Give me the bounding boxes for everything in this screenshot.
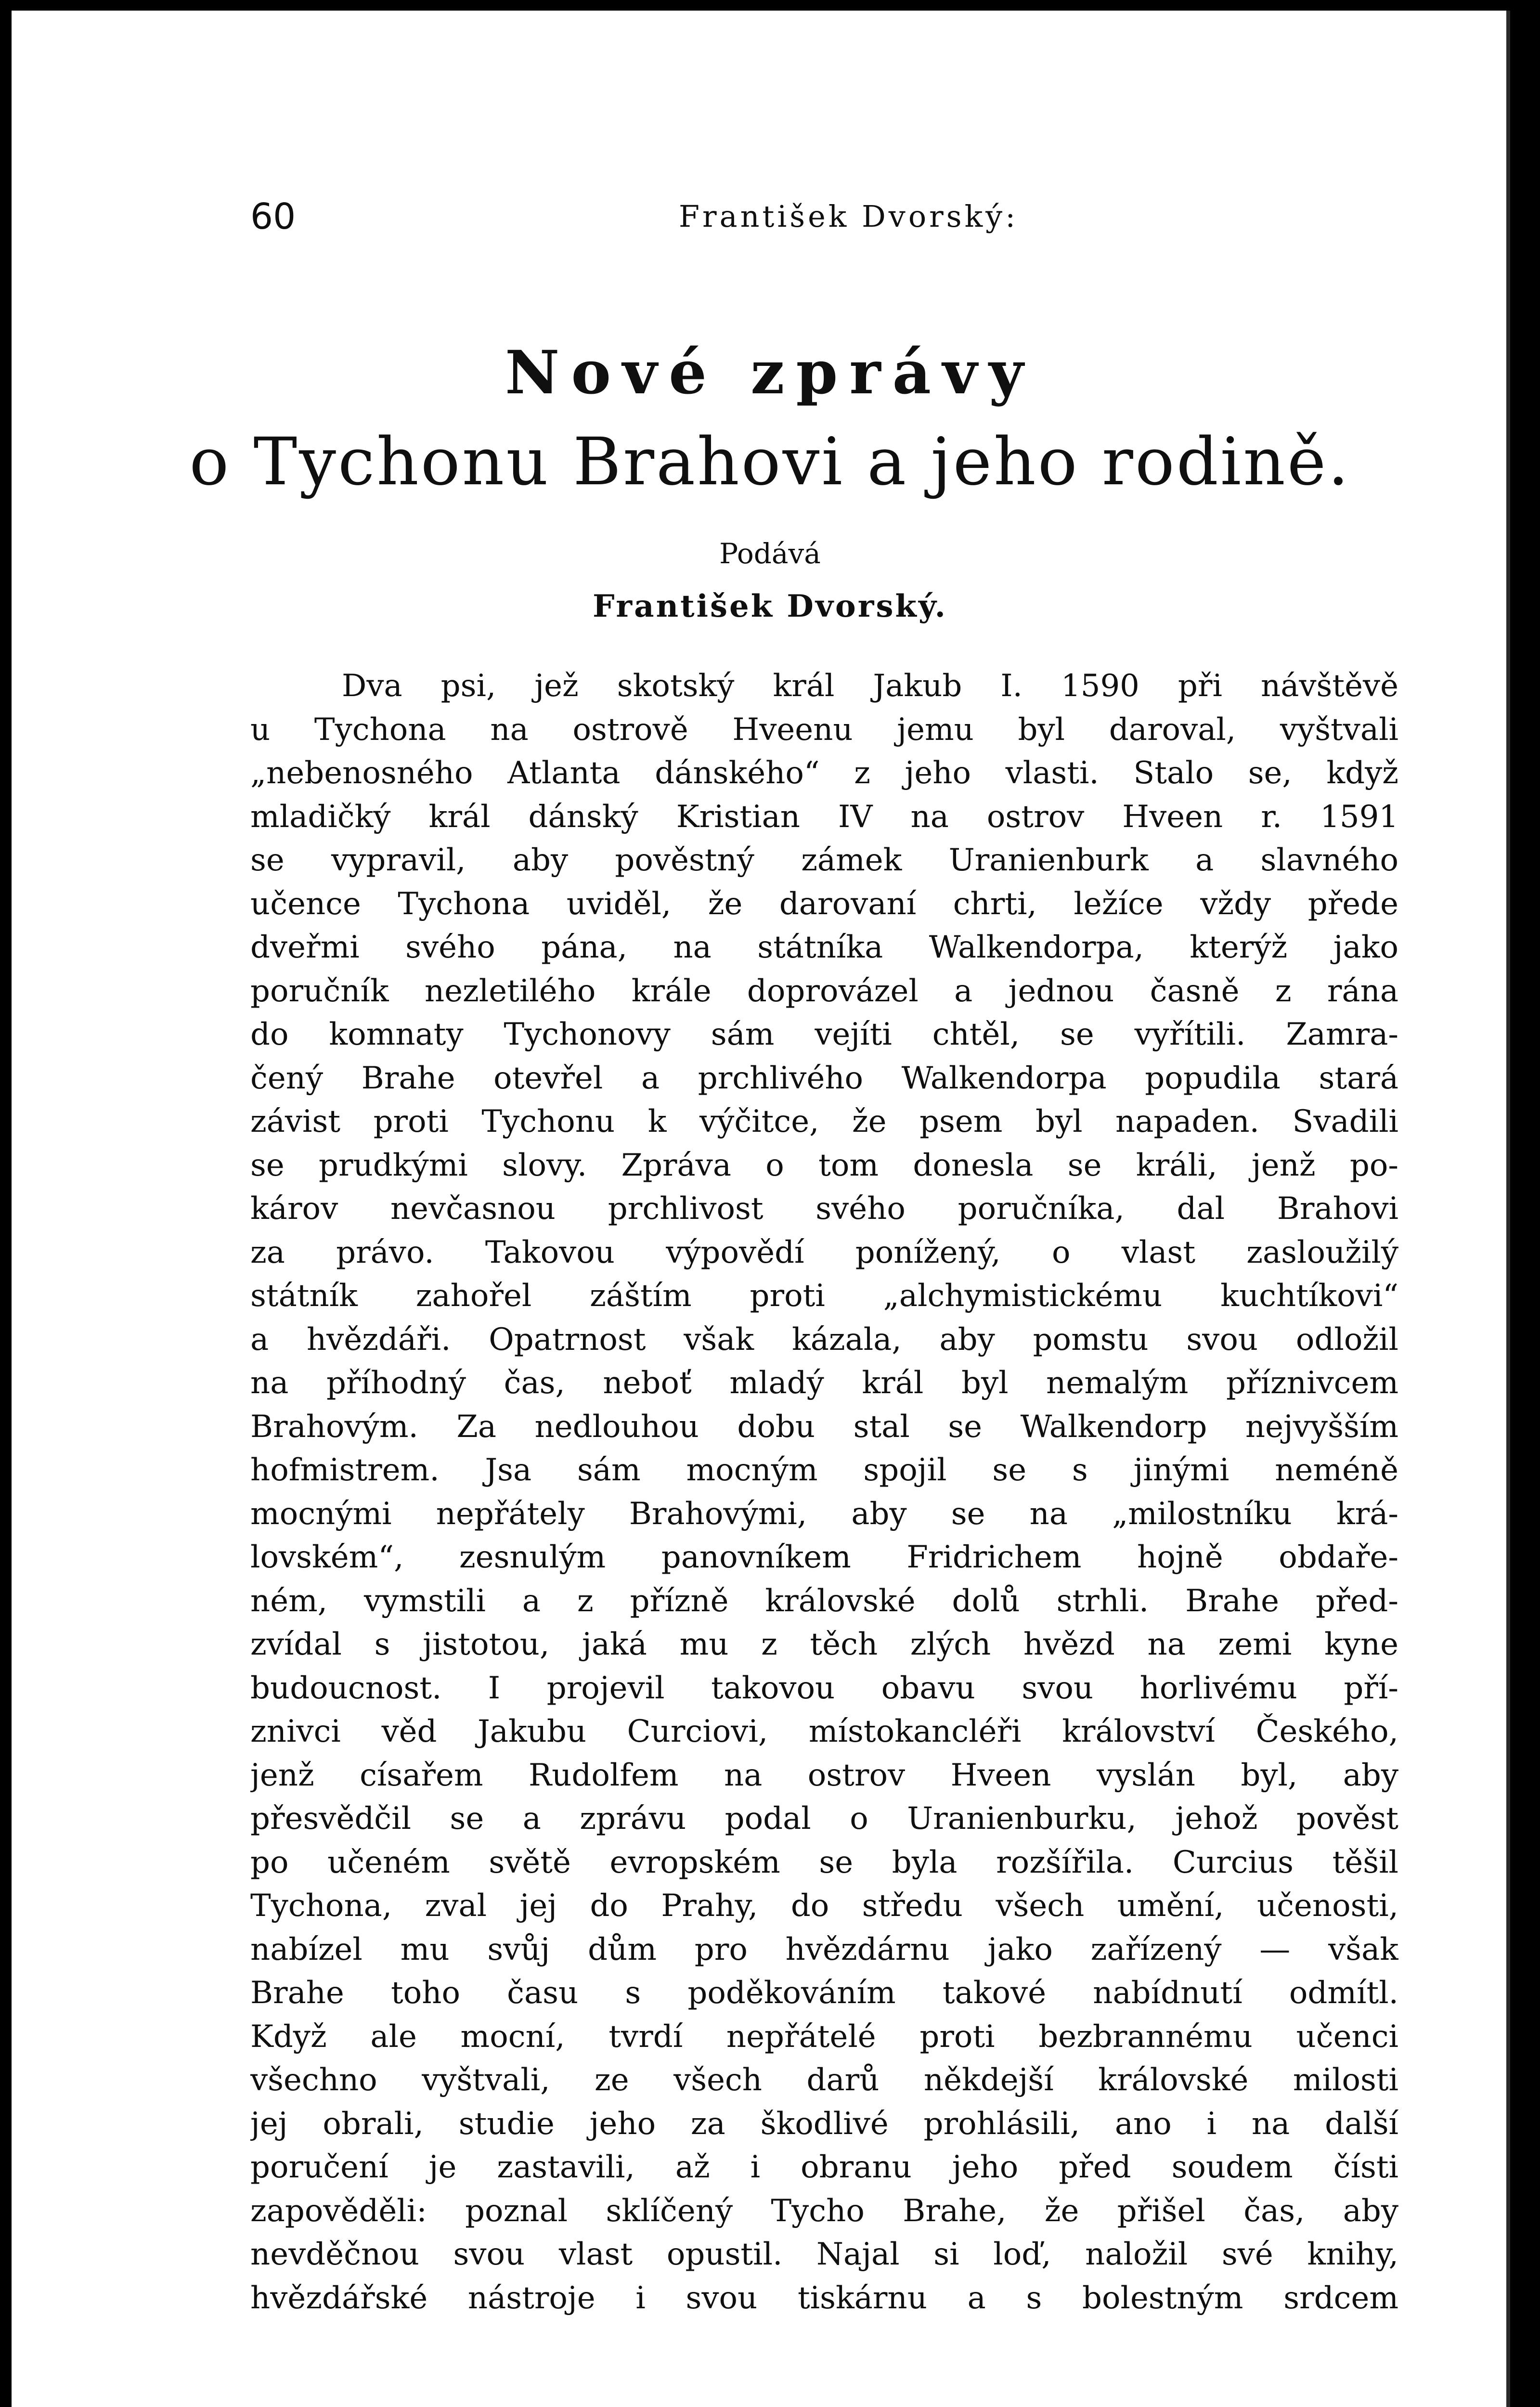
byline-label: Podává: [719, 537, 821, 570]
body-line: Brahovým. Za nedlouhou dobu stal se Walkendorp nejvyšším: [250, 1409, 1398, 1445]
body-line: za právo. Takovou výpovědí ponížený, o vlast zasloužilý: [250, 1234, 1398, 1270]
byline-author: František Dvorský.: [593, 588, 947, 624]
body-line: u Tychona na ostrově Hveenu jemu byl daroval, vyštvali: [250, 712, 1398, 748]
body-line: Když ale mocní, tvrdí nepřátelé proti bezbrannému učenci: [250, 2019, 1398, 2055]
body-line: lovském“, zesnulým panovníkem Fridrichem hojně obdaře-: [250, 1540, 1398, 1575]
body-line: jenž císařem Rudolfem na ostrov Hveen vyslán byl, aby: [250, 1757, 1398, 1793]
article-subtitle: o Tychonu Brahovi a jeho rodině.: [189, 424, 1351, 500]
body-line: hvězdářské nástroje i svou tiskárnu a s bolestným srdcem: [250, 2280, 1398, 2316]
body-line: čený Brahe otevřel a prchlivého Walkendorpa popudila stará: [250, 1060, 1398, 1096]
body-line: nevděčnou svou vlast opustil. Najal si loď, naložil své knihy,: [250, 2237, 1398, 2272]
body-line: závist proti Tychonu k výčitce, že psem byl napaden. Svadili: [250, 1104, 1398, 1139]
body-line: poručení je zastavili, až i obranu jeho před soudem čísti: [250, 2149, 1398, 2185]
body-line: poručník nezletilého krále doprovázel a jednou časně z rána: [250, 973, 1398, 1009]
body-line: učence Tychona uviděl, že darovaní chrti, ležíce vždy přede: [250, 886, 1398, 922]
body-line: Tychona, zval jej do Prahy, do středu všech umění, učenosti,: [250, 1888, 1398, 1924]
body-line: mocnými nepřátely Brahovými, aby se na „milostníku krá-: [250, 1496, 1398, 1532]
body-line: všechno vyštvali, ze všech darů někdejší královské milosti: [250, 2062, 1398, 2098]
body-line: zvídal s jistotou, jaká mu z těch zlých hvězd na zemi kyne: [250, 1627, 1398, 1662]
body-line: ném, vymstili a z přízně královské dolů strhli. Brahe před-: [250, 1583, 1398, 1619]
running-head: [250, 193, 1396, 241]
body-line: nabízel mu svůj dům pro hvězdárnu jako zařízený — však: [250, 1931, 1398, 1967]
body-line: Brahe toho času s poděkováním takové nabídnutí odmítl.: [250, 1975, 1398, 2011]
body-line: znivci věd Jakubu Curciovi, místokancléři království Českého,: [250, 1714, 1398, 1749]
scan-border-top: [0, 0, 1540, 11]
page-number: 60: [250, 196, 296, 237]
body-line: „nebenosného Atlanta dánského“ z jeho vlasti. Stalo se, když: [250, 755, 1398, 791]
body-line: se prudkými slovy. Zpráva o tom donesla se králi, jenž po-: [250, 1147, 1398, 1183]
body-line: dveřmi svého pána, na státníka Walkendorpa, kterýž jako: [250, 930, 1398, 965]
body-line: se vypravil, aby pověstný zámek Uranienburk a slavného: [250, 842, 1398, 878]
body-line: a hvězdáři. Opatrnost však kázala, aby pomstu svou odložil: [250, 1321, 1398, 1358]
body-line: Dva psi, jež skotský král Jakub I. 1590 při návštěvě: [342, 668, 1398, 704]
body-line: do komnaty Tychonovy sám vejíti chtěl, se vyřítili. Zamra-: [250, 1017, 1398, 1052]
body-text: [250, 664, 1398, 2320]
body-line: přesvědčil se a zprávu podal o Uranienburku, jehož pověst: [250, 1801, 1398, 1837]
running-title: František Dvorský:: [679, 199, 1019, 234]
article-title: Nové zprávy: [505, 338, 1035, 408]
body-line: jej obrali, studie jeho za škodlivé prohlásili, ano i na další: [250, 2106, 1398, 2142]
body-line: budoucnost. I projevil takovou obavu svou horlivému pří-: [250, 1670, 1398, 1706]
body-line: zapověděli: poznal sklíčený Tycho Brahe, že přišel čas, aby: [250, 2193, 1398, 2229]
body-line: po učeném světě evropském se byla rozšířila. Curcius těšil: [250, 1844, 1398, 1880]
body-line: károv nevčasnou prchlivost svého poručníka, dal Brahovi: [250, 1191, 1398, 1227]
body-line: na příhodný čas, neboť mladý král byl nemalým příznivcem: [250, 1365, 1398, 1401]
body-line: hofmistrem. Jsa sám mocným spojil se s jinými neméně: [250, 1452, 1398, 1488]
body-line: mladičký král dánský Kristian IV na ostrov Hveen r. 1591: [250, 799, 1398, 835]
body-line: státník zahořel záštím proti „alchymistickému kuchtíkovi“: [250, 1278, 1398, 1314]
